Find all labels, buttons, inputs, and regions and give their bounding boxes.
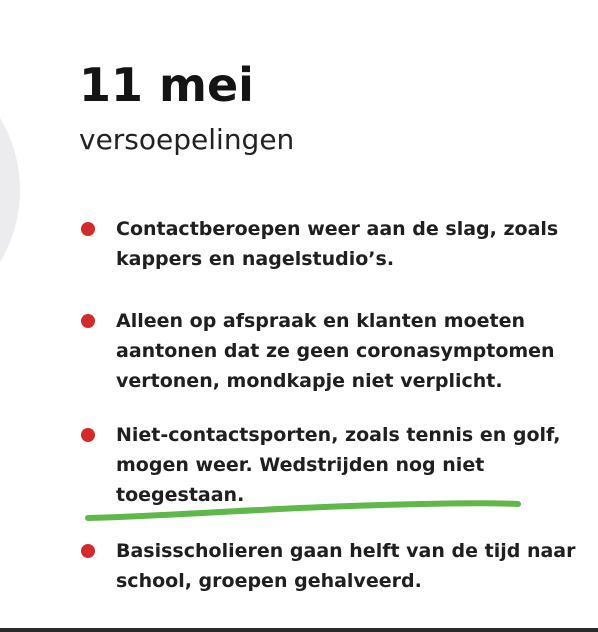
list-item-text: Basisscholieren gaan helft van de tijd naar school, groepen gehalveerd.	[116, 540, 576, 592]
red-bullet-icon	[81, 314, 95, 328]
decorative-side-circle	[0, 50, 20, 330]
bottom-edge-bar	[0, 628, 598, 632]
list-item-text: Niet-contactsporten, zoals tennis en golf, mogen weer. Wedstrijden nog niet toegestaan.	[116, 424, 561, 506]
list-item	[78, 420, 578, 510]
red-bullet-icon	[81, 428, 95, 442]
list-item	[78, 214, 578, 274]
list-item-text: Contactberoepen weer aan de slag, zoals kappers en nagelstudio’s.	[116, 218, 559, 270]
list-item-text: Alleen op afspraak en klanten moeten aantonen dat ze geen coronasymptomen vertonen, mondkapje niet verplicht.	[116, 310, 555, 392]
list-item	[78, 536, 578, 596]
list-item	[78, 306, 578, 396]
page-subtitle: versoepelingen	[79, 123, 295, 156]
red-bullet-icon	[81, 544, 95, 558]
page-title: 11 mei	[79, 58, 254, 112]
red-bullet-icon	[81, 222, 95, 236]
